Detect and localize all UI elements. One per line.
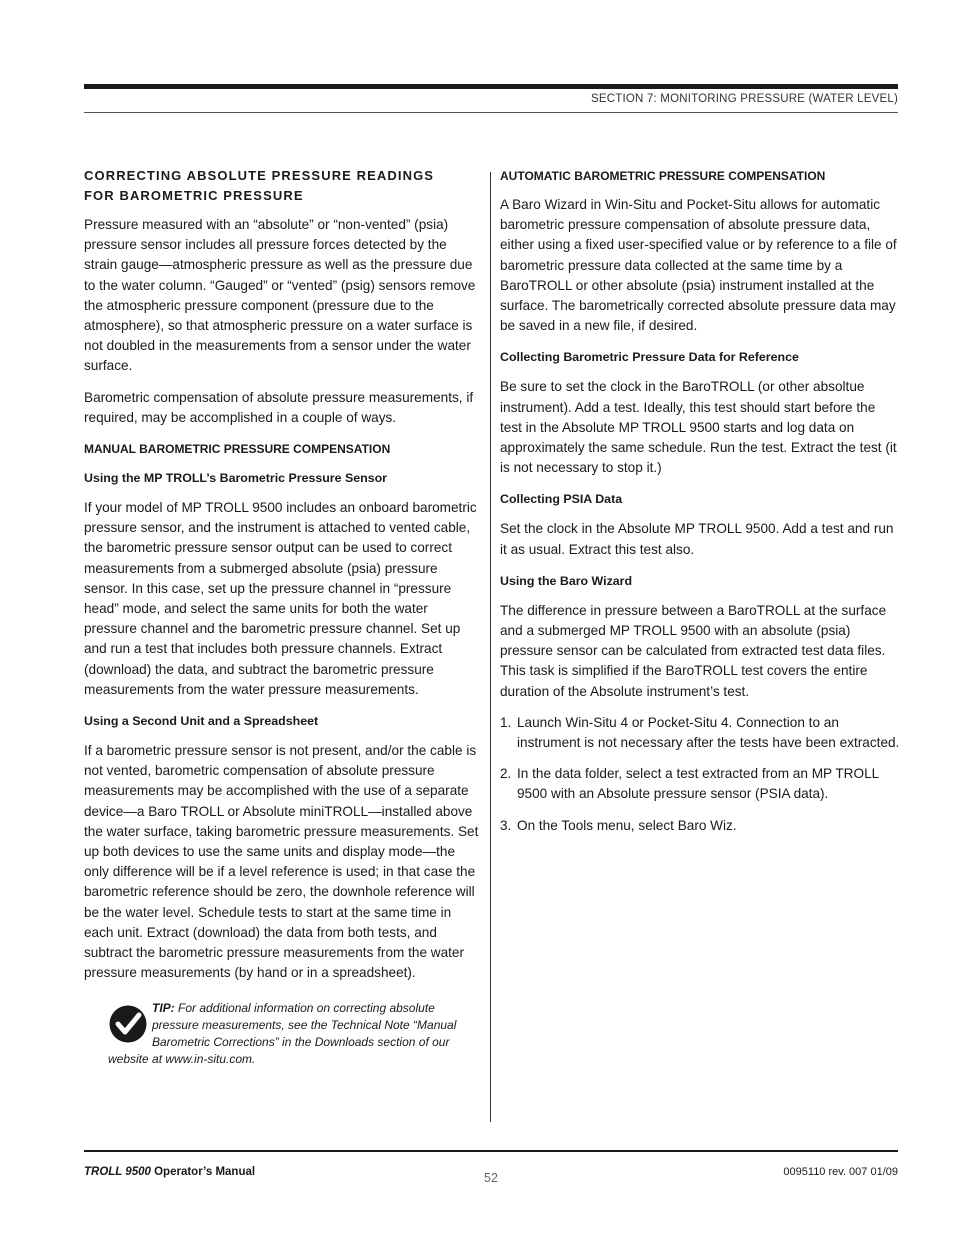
auto-compensation-paragraph: A Baro Wizard in Win-Situ and Pocket-Situ allows for automatic barometric pressure compensation of absolute pressure data, either using a fixed user-specified value or by reference to a file of barometric pressure data collected at the same time by a BaroTROLL or other absolute (psia) instrument installed at the surface. The barometrically corrected absolute pressure data may be saved in a new file, if desired. — [500, 197, 897, 334]
second-unit-heading: Using a Second Unit and a Spreadsheet — [84, 714, 319, 729]
manual-title — [84, 1166, 255, 1178]
second-unit-paragraph: If a barometric pressure sensor is not present, and/or the cable is not vented, barometric compensation of absolute pressure measurements may be accomplished with the use of a separate device—a Baro TROLL or Absolute miniTROLL—installed above the water surface, taking barometric pressure measurements. Set up both devices to use the same units and display mode—the only difference will be if a level reference is used; in that case the barometric reference should be zero, the downhole reference will be the water level. Schedule tests to start at the same time in each unit. Extract (download) the data from both tests, and subtract the barometric pressure measurements from the water pressure measurements (by hand or in a spreadsheet). — [84, 743, 479, 981]
collect-psia-heading: Collecting PSIA Data — [500, 492, 623, 507]
list-item — [500, 764, 900, 804]
left-column — [84, 166, 482, 1068]
header-rule — [84, 112, 898, 113]
step-text: Launch Win-Situ 4 or Pocket-Situ 4. Connection to an instrument is not necessary after the tests have been extracted. — [517, 714, 900, 751]
tip-box — [84, 1000, 482, 1068]
collect-baro-heading: Collecting Barometric Pressure Data for Reference — [500, 350, 799, 365]
checkmark-icon — [108, 1004, 148, 1044]
step-number: 1. — [500, 714, 512, 730]
section-heading — [84, 166, 482, 206]
section-heading-line2: FOR BAROMETRIC PRESSURE — [84, 188, 304, 203]
auto-compensation-heading: AUTOMATIC BAROMETRIC PRESSURE COMPENSATION — [500, 169, 826, 183]
document-number: 0095110 rev. 007 01/09 — [783, 1166, 898, 1178]
section-heading-line1: CORRECTING ABSOLUTE PRESSURE READINGS — [84, 168, 435, 183]
footer-rule — [84, 1150, 898, 1152]
onboard-sensor-heading: Using the MP TROLL’s Barometric Pressure Sensor — [84, 471, 387, 486]
baro-wizard-heading: Using the Baro Wizard — [500, 573, 633, 588]
list-item — [500, 816, 900, 836]
collect-psia-paragraph: Set the clock in the Absolute MP TROLL 9500. Add a test and run it as usual. Extract this test also. — [500, 521, 894, 557]
baro-wizard-paragraph: The difference in pressure between a BaroTROLL at the surface and a submerged MP TROLL 9500 with an absolute (psia) pressure sensor can be calculated from extracted test data files. This task is simplified if the BaroTROLL test covers the entire duration of the Absolute instrument’s test. — [500, 602, 887, 699]
step-text: In the data folder, select a test extracted from an MP TROLL 9500 with an Absolute pressure sensor (PSIA data). — [517, 766, 879, 802]
running-header: SECTION 7: MONITORING PRESSURE (WATER LEVEL) — [591, 93, 898, 105]
column-divider — [490, 172, 491, 1122]
collect-baro-paragraph: Be sure to set the clock in the BaroTROLL (or other absoltue instrument). Add a test. Ideally, this test should start before the test in the Absolute MP TROLL 9500 starts and log data on approximately the same schedule. Run the test. Extract the test (it is not necessary to stop it.) — [500, 379, 897, 476]
page-number: 52 — [484, 1171, 498, 1185]
top-rule — [84, 84, 898, 89]
wizard-steps — [500, 713, 900, 836]
step-text: On the Tools menu, select Baro Wiz. — [517, 817, 737, 833]
manual-compensation-heading: MANUAL BAROMETRIC PRESSURE COMPENSATION — [84, 442, 391, 457]
tip-text: For additional information on correcting absolute pressure measurements, see the Technical Note “Manual Barometric Corrections” in the Downloads section of our website at www.in-situ.com. — [108, 1000, 457, 1066]
step-number: 2. — [500, 766, 512, 782]
brand-name: TROLL 9500 — [84, 1166, 151, 1178]
methods-paragraph: Barometric compensation of absolute pressure measurements, if required, may be accomplished in a couple of ways. — [84, 389, 474, 425]
manual-label: Operator’s Manual — [150, 1166, 256, 1178]
right-column — [500, 166, 900, 847]
tip-label: TIP: — [152, 1000, 175, 1015]
onboard-sensor-paragraph: If your model of MP TROLL 9500 includes an onboard barometric pressure sensor, and the instrument is attached to vented cable, the barometric pressure sensor output can be used to correct measurements from a submerged absolute (psia) pressure sensor. In this case, set up the pressure channel in “pressure head” mode, and select the same units for both the water pressure channel and the barometric pressure channel. Set up and run a test that includes both pressure channels. Extract (download) the data, and subtract the barometric pressure measurements from the water pressure measurements. — [84, 500, 477, 697]
intro-paragraph: Pressure measured with an “absolute” or “non-vented” (psia) pressure sensor includes all pressure forces detected by the strain gauge—atmospheric pressure as well as the pressure due to the water column. “Gauged” or “vented” (psig) sensors remove the atmospheric pressure component (pressure due to the atmosphere), so that atmospheric pressure on a water surface is not doubled in the measurements from a sensor under the water surface. — [84, 217, 476, 374]
step-number: 3. — [500, 817, 512, 833]
list-item — [500, 713, 900, 753]
